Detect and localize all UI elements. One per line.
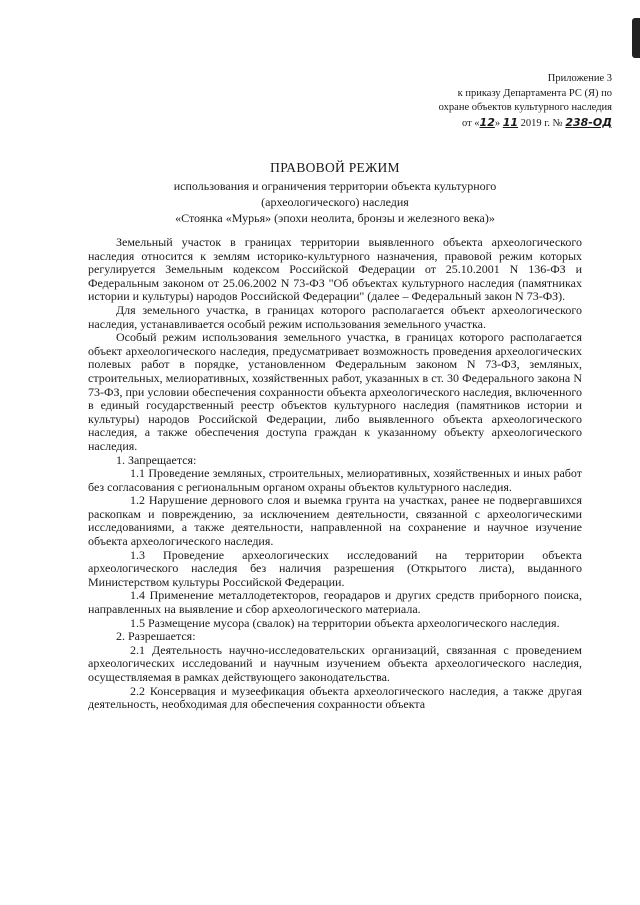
date-mid: » [494,117,501,129]
annex-header [372,72,612,131]
title-line-4: «Стоянка «Мурья» (эпохи неолита, бронзы и железного века)» [175,211,495,225]
item-1-5: 1.5 Размещение мусора (свалок) на территории объекта археологического наследия. [130,615,560,630]
item-2-2: 2.2 Консервация и музеефикация объекта археологического наследия, а также другая деятельность, необходимая для обеспечения сохранности объекта [88,683,582,712]
section-2-heading: 2. Разрешается: [116,629,196,644]
paragraph-3: Особый режим использования земельного участка, в границах которого располагается объект археологического наследия, предусматривает возможность проведения археологических полевых работ в порядке, установленном Федеральным законом N 73-ФЗ, земляных, строительных, мелиоративных, хозяйственных работ, указанных в ст. 30 Федерального закона N 73-ФЗ, при условии обеспечения сохранности объекта археологического наследия, включенного в единый государственный реестр объектов культурного наследия (памятников истории и культуры) народов Российской Федерации, либо выявленного объекта археологического наследия, а также обеспечения доступа граждан к указанному объекту археологического наследия. [88,330,582,453]
date-month: 11 [502,115,519,129]
item-1-4: 1.4 Применение металлодетекторов, георадаров и других средств приборного поиска, направленных на выявление и сбор археологического материала. [88,588,582,617]
annex-order-ref: к приказу Департамента РС (Я) по [457,87,612,99]
scan-edge-mark [632,18,640,58]
annex-number: Приложение 3 [547,73,612,84]
date-year: 2019 г. № [520,117,563,129]
item-1-2: 1.2 Нарушение дернового слоя и выемка грунта на участках, ранее не подвергавшихся раскопкам и повреждению, за исключением деятельности, связанной с археологическими исследованиями, а также деятельности, направленной на сохранение и научное изучение объекта археологического наследия. [88,493,582,549]
title-main: ПРАВОВОЙ РЕЖИМ [270,160,400,175]
document-body [88,236,582,712]
order-number: 238-ОД [565,115,612,129]
date-prefix: от « [461,117,480,129]
item-1-1: 1.1 Проведение земляных, строительных, мелиоративных, хозяйственных и иных работ без согласования с региональным органом охраны объектов культурного наследия. [88,466,582,494]
item-1-3: 1.3 Проведение археологических исследований на территории объекта археологического наследия без наличия разрешения (Открытого листа), выданного Министерством культуры Российской Федерации. [88,547,582,589]
title-line-3: (археологического) наследия [261,195,409,209]
title-line-2: использования и ограничения территории объекта культурного [173,179,497,193]
item-2-1: 2.1 Деятельность научно-исследовательских организаций, связанная с проведением археологических исследований и научным изучением объекта археологического наследия, осуществляемая в рамках действующего законодательства. [88,642,582,684]
date-day: 12 [479,115,495,129]
annex-date-line [372,116,612,132]
document-title [90,160,580,226]
section-1-heading: 1. Запрещается: [116,452,197,467]
paragraph-1: Земельный участок в границах территории выявленного объекта археологического наследия относится к землям историко-культурного назначения, правовой режим которых регулируется Земельным кодексом Российской Федерации от 25.10.2001 N 136-ФЗ и Федеральным законом от 25.06.2002 N 73-ФЗ "Об объектах культурного наследия (памятниках истории и культуры) народов Российской Федерации" (далее – Федеральный закон N 73-ФЗ). [88,235,582,304]
annex-department: охране объектов культурного наследия [438,102,612,113]
paragraph-2: Для земельного участка, в границах которого располагается объект археологического наследия, устанавливается особый режим использования земельного участка. [88,302,582,331]
